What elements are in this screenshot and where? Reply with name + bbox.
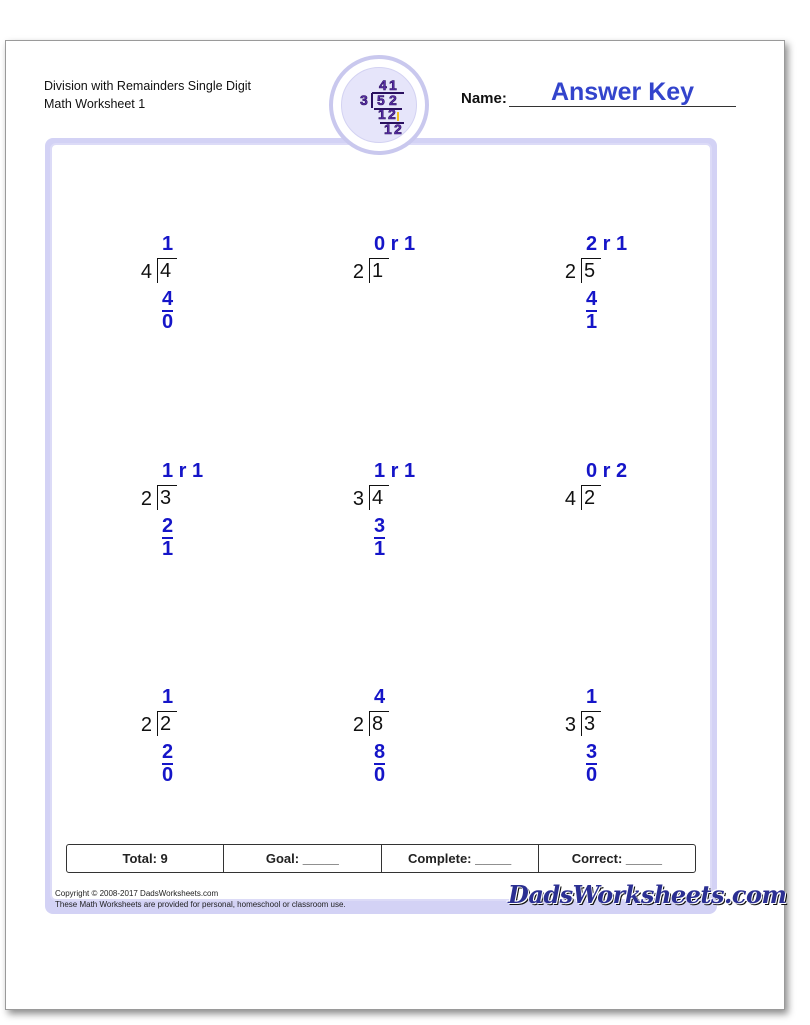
dividend: 4 [369, 485, 389, 510]
dividend: 3 [581, 711, 601, 736]
division-problem [350, 232, 550, 352]
quotient: 2 r 1 [586, 233, 628, 255]
logo-digit: 4 [379, 77, 387, 93]
quotient: 1 r 1 [374, 460, 416, 482]
remainder: 0 [162, 764, 174, 786]
divisor: 2 [352, 714, 364, 736]
divisor: 3 [564, 714, 576, 736]
logo-digit: 5 [377, 92, 385, 108]
copyright-notice [55, 888, 346, 910]
name-field [461, 75, 736, 107]
quotient: 0 r 1 [374, 233, 416, 255]
division-problem [350, 685, 550, 805]
score-table [66, 844, 696, 873]
answer-key-label: Answer Key [550, 78, 695, 106]
logo-digit: 2 [388, 106, 396, 122]
remainder: 1 [586, 311, 598, 333]
division-problem [562, 685, 762, 805]
long-division-logo-icon [341, 67, 417, 143]
correct-cell: Correct: _____ [571, 851, 663, 866]
logo-digit: 2 [394, 121, 402, 137]
remainder: 0 [586, 764, 598, 786]
divisor: 2 [352, 261, 364, 283]
quotient: 1 [586, 686, 598, 708]
total-cell: Total: 9 [67, 845, 224, 872]
product: 3 [374, 515, 386, 537]
divisor: 2 [140, 714, 152, 736]
logo-digit: 1 [389, 77, 397, 93]
product: 2 [162, 515, 174, 537]
division-problem [138, 232, 338, 352]
title-line-2: Math Worksheet 1 [44, 97, 146, 111]
division-problem [138, 459, 338, 579]
product: 4 [586, 288, 598, 310]
remainder: 0 [162, 311, 174, 333]
product: 3 [586, 741, 598, 763]
dividend: 2 [157, 711, 177, 736]
division-problem [138, 685, 338, 805]
division-problem [562, 232, 762, 352]
remainder: 0 [374, 764, 386, 786]
logo-digit: 2 [389, 92, 397, 108]
dividend: 8 [369, 711, 389, 736]
quotient: 0 r 2 [586, 460, 628, 482]
divisor: 4 [564, 488, 576, 510]
divisor: 4 [140, 261, 152, 283]
division-problem [562, 459, 762, 579]
product: 2 [162, 741, 174, 763]
dividend: 2 [581, 485, 601, 510]
product: 4 [162, 288, 174, 310]
dividend: 5 [581, 258, 601, 283]
logo-badge [329, 55, 429, 155]
logo-digit: 1 [378, 106, 386, 122]
dividend: 4 [157, 258, 177, 283]
divisor: 3 [352, 488, 364, 510]
quotient: 4 [374, 686, 386, 708]
goal-cell: Goal: _____ [224, 845, 381, 872]
quotient: 1 [162, 233, 174, 255]
dividend: 3 [157, 485, 177, 510]
quotient: 1 [162, 686, 174, 708]
brand-logo: DadsWorksheets.com [508, 880, 787, 909]
division-problem [350, 459, 550, 579]
divisor: 2 [140, 488, 152, 510]
complete-cell: Complete: _____ [382, 845, 539, 872]
logo-digit: 1 [384, 121, 392, 137]
usage-notice: These Math Worksheets are provided for personal, homeschool or classroom use. [55, 900, 346, 909]
title-line-1: Division with Remainders Single Digit [44, 79, 252, 93]
name-label: Name: [461, 90, 507, 107]
remainder: 1 [374, 538, 386, 560]
copyright-line: Copyright © 2008-2017 DadsWorksheets.com [55, 889, 219, 898]
remainder: 1 [162, 538, 174, 560]
dividend: 1 [369, 258, 389, 283]
quotient: 1 r 1 [162, 460, 204, 482]
logo-digit: 3 [360, 92, 368, 108]
divisor: 2 [564, 261, 576, 283]
worksheet-title [44, 77, 251, 113]
product: 8 [374, 741, 386, 763]
